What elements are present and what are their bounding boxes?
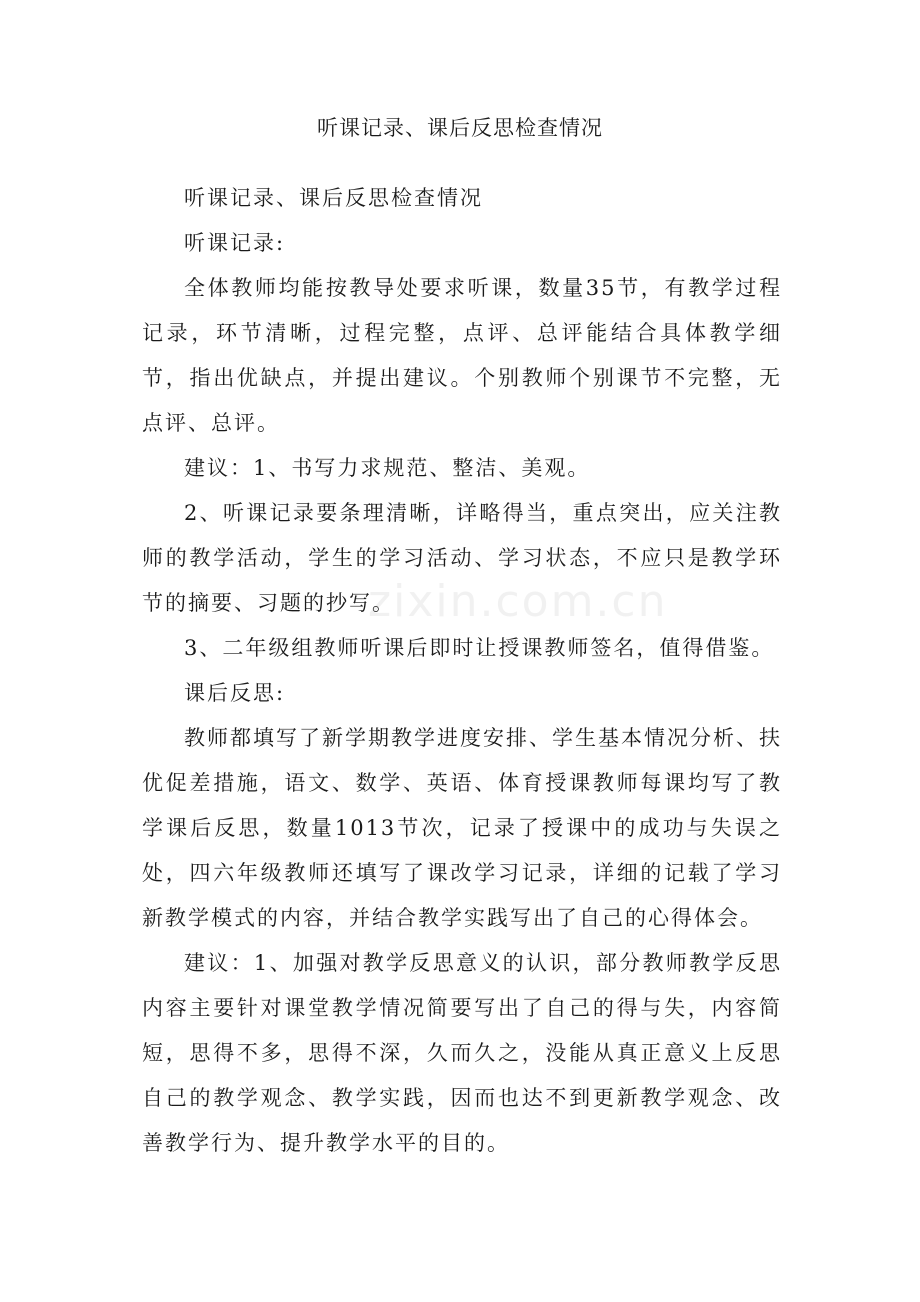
section-label-reflection: 课后反思: [184,681,286,705]
paragraph-reflection-suggestion: 建议：1、加强对教学反思意义的认识，部分教师教学反思内容主要针对课堂教学情况简要写出了自己的得与失，内容简短，思得不多，思得不深，久而久之，没能从真正意义上反思自己的教学观念、教学实践，因而也达不到更新教学观念、改善教学行为、提升教学水平的目的。 [142,951,782,1155]
document-title: 听课记录、课后反思检查情况 [317,116,603,140]
document-body [142,176,782,1166]
paragraph-suggestion-2: 2、听课记录要条理清晰，详略得当，重点突出，应关注教师的教学活动，学生的学习活动、学习状态，不应只是教学环节的摘要、习题的抄写。 [142,501,782,615]
paragraph-heading: 听课记录、课后反思检查情况 [184,186,483,210]
paragraph-observation-summary: 全体教师均能按教导处要求听课，数量35节，有教学过程记录，环节清晰，过程完整，点评、总评能结合具体教学细节，指出优缺点，并提出建议。个别教师个别课节不完整，无点评、总评。 [142,276,782,435]
paragraph-suggestion-3: 3、二年级组教师听课后即时让授课教师签名，值得借鉴。 [184,636,775,660]
watermark: zixin.com.cn [368,576,668,627]
paragraph-reflection-summary: 教师都填写了新学期教学进度安排、学生基本情况分析、扶优促差措施，语文、数学、英语、体育授课教师每课均写了教学课后反思，数量1013节次，记录了授课中的成功与失误之处，四六年级教师还填写了课改学习记录，详细的记载了学习新教学模式的内容，并结合教学实践写出了自己的心得体会。 [142,726,782,930]
paragraph-suggestion-1: 建议：1、书写力求规范、整洁、美观。 [184,456,591,480]
section-label-lesson-observation: 听课记录: [184,231,286,255]
